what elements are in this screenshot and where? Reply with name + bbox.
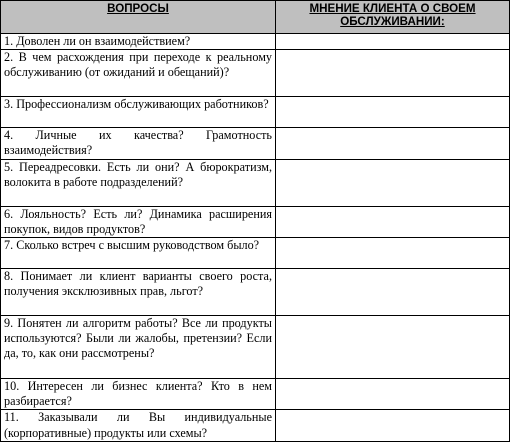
answer-cell[interactable] [276,206,510,237]
table-row [1,316,510,379]
answer-cell[interactable] [276,379,510,410]
answer-cell[interactable] [276,50,510,97]
question-cell: 10. Интересен ли бизнес клиента? Кто в нем разбирается? [1,379,276,410]
answer-cell[interactable] [276,159,510,206]
table-row [1,128,510,159]
answer-cell[interactable] [276,238,510,269]
question-cell: 8. Понимает ли клиент варианты своего роста, получения эксклюзивных прав, льгот? [1,269,276,316]
client-opinion-column-header: МНЕНИЕ КЛИЕНТА О СВОЕМ ОБСЛУЖИВАНИИ: [276,1,510,34]
answer-cell[interactable] [276,316,510,379]
question-cell: 5. Переадресовки. Есть ли они? А бюрократизм, волокита в работе подразделений? [1,159,276,206]
table-row [1,97,510,128]
question-cell: 4. Личные их качества? Грамотность взаимодействия? [1,128,276,159]
table-row [1,159,510,206]
answer-cell[interactable] [276,34,510,50]
question-cell: 9. Понятен ли алгоритм работы? Все ли продукты используются? Были ли жалобы, претензии? Если да, то, как они рассмотрены? [1,316,276,379]
table-row [1,238,510,269]
question-cell: 11. Заказывали ли Вы индивидуальные (корпоративные) продукты или схемы? [1,410,276,441]
answer-cell[interactable] [276,97,510,128]
table-row [1,34,510,50]
table-row [1,206,510,237]
table-row [1,269,510,316]
questions-column-header: ВОПРОСЫ [1,1,276,34]
table-row [1,50,510,97]
question-cell: 6. Лояльность? Есть ли? Динамика расширения покупок, видов продуктов? [1,206,276,237]
answer-cell[interactable] [276,128,510,159]
table-header-row [1,1,510,34]
answer-cell[interactable] [276,269,510,316]
question-cell: 7. Сколько встреч с высшим руководством было? [1,238,276,269]
question-cell: 2. В чем расхождения при переходе к реальному обслуживанию (от ожиданий и обещаний)? [1,50,276,97]
table-row [1,410,510,441]
question-cell: 1. Доволен ли он взаимодействием? [1,34,276,50]
answer-cell[interactable] [276,410,510,441]
table-row [1,379,510,410]
question-cell: 3. Профессионализм обслуживающих работников? [1,97,276,128]
